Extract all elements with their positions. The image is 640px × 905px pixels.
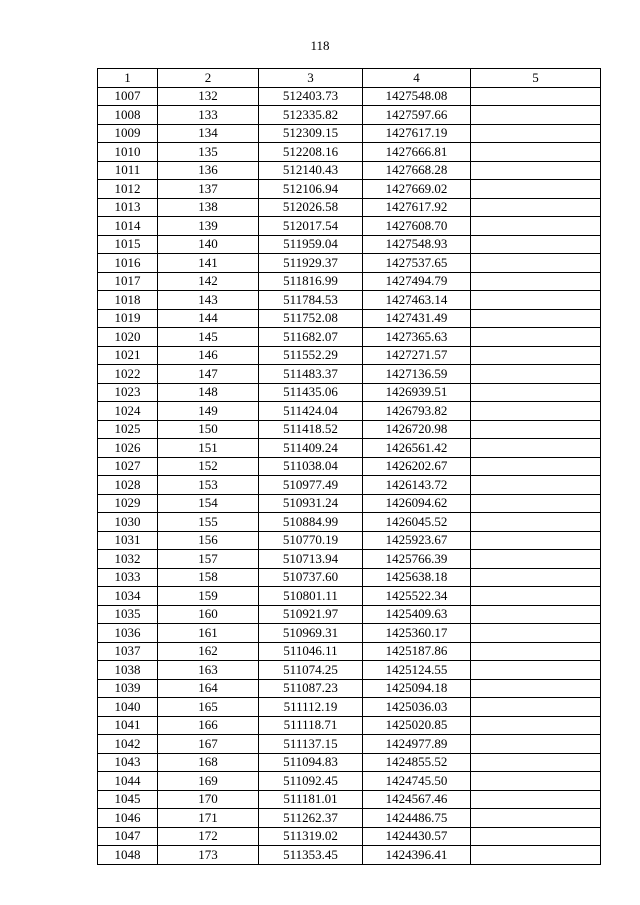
x-coordinate-cell: 510737.60 — [259, 568, 363, 587]
index-cell: 171 — [158, 809, 259, 828]
index-cell: 160 — [158, 605, 259, 624]
x-coordinate-cell: 511137.15 — [259, 735, 363, 754]
x-coordinate-cell: 512140.43 — [259, 161, 363, 180]
y-coordinate-cell: 1425036.03 — [363, 698, 471, 717]
note-cell — [471, 827, 601, 846]
note-cell — [471, 550, 601, 569]
y-coordinate-cell: 1425124.55 — [363, 661, 471, 680]
point-number-cell: 1021 — [98, 346, 158, 365]
point-number-cell: 1013 — [98, 198, 158, 217]
column-header: 3 — [259, 69, 363, 88]
column-header: 2 — [158, 69, 259, 88]
note-cell — [471, 291, 601, 310]
index-cell: 139 — [158, 217, 259, 236]
y-coordinate-cell: 1425094.18 — [363, 679, 471, 698]
note-cell — [471, 106, 601, 125]
index-cell: 132 — [158, 87, 259, 106]
index-cell: 170 — [158, 790, 259, 809]
table-row — [98, 827, 601, 846]
table-row — [98, 735, 601, 754]
y-coordinate-cell: 1427617.92 — [363, 198, 471, 217]
x-coordinate-cell: 511424.04 — [259, 402, 363, 421]
note-cell — [471, 809, 601, 828]
x-coordinate-cell: 511552.29 — [259, 346, 363, 365]
point-number-cell: 1035 — [98, 605, 158, 624]
index-cell: 166 — [158, 716, 259, 735]
y-coordinate-cell: 1424855.52 — [363, 753, 471, 772]
y-coordinate-cell: 1427431.49 — [363, 309, 471, 328]
table-row — [98, 698, 601, 717]
y-coordinate-cell: 1425360.17 — [363, 624, 471, 643]
y-coordinate-cell: 1425923.67 — [363, 531, 471, 550]
table-row — [98, 716, 601, 735]
x-coordinate-cell: 511046.11 — [259, 642, 363, 661]
table-header-row — [98, 69, 601, 88]
point-number-cell: 1010 — [98, 143, 158, 162]
table-row — [98, 809, 601, 828]
x-coordinate-cell: 511038.04 — [259, 457, 363, 476]
table-row — [98, 420, 601, 439]
table-row — [98, 365, 601, 384]
point-number-cell: 1007 — [98, 87, 158, 106]
x-coordinate-cell: 512403.73 — [259, 87, 363, 106]
y-coordinate-cell: 1424430.57 — [363, 827, 471, 846]
table-row — [98, 254, 601, 273]
table-row — [98, 550, 601, 569]
point-number-cell: 1031 — [98, 531, 158, 550]
y-coordinate-cell: 1426094.62 — [363, 494, 471, 513]
note-cell — [471, 476, 601, 495]
table-row — [98, 87, 601, 106]
note-cell — [471, 383, 601, 402]
index-cell: 153 — [158, 476, 259, 495]
table-row — [98, 161, 601, 180]
note-cell — [471, 716, 601, 735]
x-coordinate-cell: 512309.15 — [259, 124, 363, 143]
table-body — [98, 87, 601, 864]
table-row — [98, 383, 601, 402]
index-cell: 144 — [158, 309, 259, 328]
y-coordinate-cell: 1425638.18 — [363, 568, 471, 587]
y-coordinate-cell: 1424977.89 — [363, 735, 471, 754]
table-row — [98, 846, 601, 865]
y-coordinate-cell: 1427537.65 — [363, 254, 471, 273]
point-number-cell: 1038 — [98, 661, 158, 680]
y-coordinate-cell: 1427669.02 — [363, 180, 471, 199]
index-cell: 147 — [158, 365, 259, 384]
page-number: 118 — [310, 38, 330, 53]
table-row — [98, 531, 601, 550]
note-cell — [471, 790, 601, 809]
point-number-cell: 1026 — [98, 439, 158, 458]
point-number-cell: 1023 — [98, 383, 158, 402]
table-row — [98, 439, 601, 458]
index-cell: 167 — [158, 735, 259, 754]
table-row — [98, 235, 601, 254]
note-cell — [471, 735, 601, 754]
index-cell: 142 — [158, 272, 259, 291]
x-coordinate-cell: 511929.37 — [259, 254, 363, 273]
x-coordinate-cell: 510931.24 — [259, 494, 363, 513]
table-row — [98, 309, 601, 328]
table-row — [98, 679, 601, 698]
y-coordinate-cell: 1427494.79 — [363, 272, 471, 291]
y-coordinate-cell: 1426939.51 — [363, 383, 471, 402]
point-number-cell: 1019 — [98, 309, 158, 328]
index-cell: 133 — [158, 106, 259, 125]
index-cell: 152 — [158, 457, 259, 476]
x-coordinate-cell: 511959.04 — [259, 235, 363, 254]
note-cell — [471, 180, 601, 199]
note-cell — [471, 254, 601, 273]
x-coordinate-cell: 510969.31 — [259, 624, 363, 643]
x-coordinate-cell: 511181.01 — [259, 790, 363, 809]
index-cell: 137 — [158, 180, 259, 199]
table-row — [98, 605, 601, 624]
note-cell — [471, 346, 601, 365]
y-coordinate-cell: 1426143.72 — [363, 476, 471, 495]
y-coordinate-cell: 1425766.39 — [363, 550, 471, 569]
x-coordinate-cell: 511435.06 — [259, 383, 363, 402]
index-cell: 141 — [158, 254, 259, 273]
table-row — [98, 790, 601, 809]
note-cell — [471, 494, 601, 513]
note-cell — [471, 531, 601, 550]
note-cell — [471, 235, 601, 254]
point-number-cell: 1048 — [98, 846, 158, 865]
note-cell — [471, 124, 601, 143]
point-number-cell: 1027 — [98, 457, 158, 476]
table-row — [98, 513, 601, 532]
note-cell — [471, 309, 601, 328]
x-coordinate-cell: 511816.99 — [259, 272, 363, 291]
point-number-cell: 1036 — [98, 624, 158, 643]
note-cell — [471, 143, 601, 162]
note-cell — [471, 605, 601, 624]
table-row — [98, 624, 601, 643]
x-coordinate-cell: 511112.19 — [259, 698, 363, 717]
point-number-cell: 1044 — [98, 772, 158, 791]
x-coordinate-cell: 511074.25 — [259, 661, 363, 680]
note-cell — [471, 846, 601, 865]
table-row — [98, 753, 601, 772]
x-coordinate-cell: 511087.23 — [259, 679, 363, 698]
table-row — [98, 198, 601, 217]
table-row — [98, 568, 601, 587]
index-cell: 155 — [158, 513, 259, 532]
table-row — [98, 457, 601, 476]
table-row — [98, 328, 601, 347]
column-header: 1 — [98, 69, 158, 88]
table-row — [98, 661, 601, 680]
note-cell — [471, 272, 601, 291]
y-coordinate-cell: 1427668.28 — [363, 161, 471, 180]
x-coordinate-cell: 511118.71 — [259, 716, 363, 735]
point-number-cell: 1042 — [98, 735, 158, 754]
point-number-cell: 1033 — [98, 568, 158, 587]
table-row — [98, 402, 601, 421]
note-cell — [471, 439, 601, 458]
y-coordinate-cell: 1425187.86 — [363, 642, 471, 661]
x-coordinate-cell: 512026.58 — [259, 198, 363, 217]
y-coordinate-cell: 1427548.08 — [363, 87, 471, 106]
x-coordinate-cell: 512208.16 — [259, 143, 363, 162]
y-coordinate-cell: 1425409.63 — [363, 605, 471, 624]
y-coordinate-cell: 1426202.67 — [363, 457, 471, 476]
column-header: 4 — [363, 69, 471, 88]
y-coordinate-cell: 1426720.98 — [363, 420, 471, 439]
note-cell — [471, 698, 601, 717]
index-cell: 165 — [158, 698, 259, 717]
x-coordinate-cell: 512017.54 — [259, 217, 363, 236]
index-cell: 163 — [158, 661, 259, 680]
note-cell — [471, 772, 601, 791]
point-number-cell: 1046 — [98, 809, 158, 828]
x-coordinate-cell: 510921.97 — [259, 605, 363, 624]
y-coordinate-cell: 1427666.81 — [363, 143, 471, 162]
index-cell: 134 — [158, 124, 259, 143]
x-coordinate-cell: 511682.07 — [259, 328, 363, 347]
y-coordinate-cell: 1427597.66 — [363, 106, 471, 125]
point-number-cell: 1024 — [98, 402, 158, 421]
table-row — [98, 642, 601, 661]
note-cell — [471, 365, 601, 384]
note-cell — [471, 198, 601, 217]
y-coordinate-cell: 1424486.75 — [363, 809, 471, 828]
index-cell: 157 — [158, 550, 259, 569]
y-coordinate-cell: 1427608.70 — [363, 217, 471, 236]
point-number-cell: 1034 — [98, 587, 158, 606]
x-coordinate-cell: 511409.24 — [259, 439, 363, 458]
x-coordinate-cell: 510884.99 — [259, 513, 363, 532]
index-cell: 136 — [158, 161, 259, 180]
point-number-cell: 1041 — [98, 716, 158, 735]
index-cell: 149 — [158, 402, 259, 421]
x-coordinate-cell: 510801.11 — [259, 587, 363, 606]
y-coordinate-cell: 1425020.85 — [363, 716, 471, 735]
note-cell — [471, 679, 601, 698]
note-cell — [471, 328, 601, 347]
x-coordinate-cell: 511752.08 — [259, 309, 363, 328]
x-coordinate-cell: 512335.82 — [259, 106, 363, 125]
point-number-cell: 1012 — [98, 180, 158, 199]
x-coordinate-cell: 512106.94 — [259, 180, 363, 199]
index-cell: 168 — [158, 753, 259, 772]
point-number-cell: 1045 — [98, 790, 158, 809]
point-number-cell: 1008 — [98, 106, 158, 125]
index-cell: 146 — [158, 346, 259, 365]
table-row — [98, 587, 601, 606]
note-cell — [471, 587, 601, 606]
y-coordinate-cell: 1426793.82 — [363, 402, 471, 421]
x-coordinate-cell: 510977.49 — [259, 476, 363, 495]
point-number-cell: 1014 — [98, 217, 158, 236]
x-coordinate-cell: 510770.19 — [259, 531, 363, 550]
table-row — [98, 106, 601, 125]
y-coordinate-cell: 1427463.14 — [363, 291, 471, 310]
index-cell: 169 — [158, 772, 259, 791]
index-cell: 154 — [158, 494, 259, 513]
y-coordinate-cell: 1426045.52 — [363, 513, 471, 532]
point-number-cell: 1039 — [98, 679, 158, 698]
point-number-cell: 1030 — [98, 513, 158, 532]
note-cell — [471, 753, 601, 772]
table-row — [98, 217, 601, 236]
point-number-cell: 1032 — [98, 550, 158, 569]
x-coordinate-cell: 511319.02 — [259, 827, 363, 846]
table-row — [98, 124, 601, 143]
index-cell: 143 — [158, 291, 259, 310]
index-cell: 173 — [158, 846, 259, 865]
index-cell: 172 — [158, 827, 259, 846]
point-number-cell: 1015 — [98, 235, 158, 254]
table-row — [98, 143, 601, 162]
point-number-cell: 1020 — [98, 328, 158, 347]
y-coordinate-cell: 1425522.34 — [363, 587, 471, 606]
x-coordinate-cell: 511784.53 — [259, 291, 363, 310]
index-cell: 148 — [158, 383, 259, 402]
table-row — [98, 476, 601, 495]
note-cell — [471, 161, 601, 180]
table-row — [98, 494, 601, 513]
point-number-cell: 1029 — [98, 494, 158, 513]
index-cell: 158 — [158, 568, 259, 587]
note-cell — [471, 513, 601, 532]
index-cell: 151 — [158, 439, 259, 458]
table-row — [98, 772, 601, 791]
point-number-cell: 1028 — [98, 476, 158, 495]
table-row — [98, 346, 601, 365]
note-cell — [471, 457, 601, 476]
y-coordinate-cell: 1427548.93 — [363, 235, 471, 254]
x-coordinate-cell: 511483.37 — [259, 365, 363, 384]
point-number-cell: 1022 — [98, 365, 158, 384]
point-number-cell: 1043 — [98, 753, 158, 772]
index-cell: 156 — [158, 531, 259, 550]
note-cell — [471, 402, 601, 421]
index-cell: 159 — [158, 587, 259, 606]
index-cell: 138 — [158, 198, 259, 217]
point-number-cell: 1037 — [98, 642, 158, 661]
y-coordinate-cell: 1427271.57 — [363, 346, 471, 365]
y-coordinate-cell: 1426561.42 — [363, 439, 471, 458]
table-row — [98, 291, 601, 310]
y-coordinate-cell: 1427617.19 — [363, 124, 471, 143]
table-row — [98, 180, 601, 199]
x-coordinate-cell: 511262.37 — [259, 809, 363, 828]
point-number-cell: 1018 — [98, 291, 158, 310]
y-coordinate-cell: 1427136.59 — [363, 365, 471, 384]
point-number-cell: 1047 — [98, 827, 158, 846]
index-cell: 164 — [158, 679, 259, 698]
note-cell — [471, 217, 601, 236]
note-cell — [471, 661, 601, 680]
index-cell: 161 — [158, 624, 259, 643]
x-coordinate-cell: 511418.52 — [259, 420, 363, 439]
note-cell — [471, 642, 601, 661]
point-number-cell: 1017 — [98, 272, 158, 291]
column-header: 5 — [471, 69, 601, 88]
x-coordinate-cell: 511353.45 — [259, 846, 363, 865]
index-cell: 145 — [158, 328, 259, 347]
note-cell — [471, 568, 601, 587]
index-cell: 162 — [158, 642, 259, 661]
x-coordinate-cell: 510713.94 — [259, 550, 363, 569]
index-cell: 150 — [158, 420, 259, 439]
table-row — [98, 272, 601, 291]
y-coordinate-cell: 1424396.41 — [363, 846, 471, 865]
point-number-cell: 1011 — [98, 161, 158, 180]
note-cell — [471, 420, 601, 439]
y-coordinate-cell: 1424745.50 — [363, 772, 471, 791]
y-coordinate-cell: 1424567.46 — [363, 790, 471, 809]
index-cell: 140 — [158, 235, 259, 254]
coordinates-table — [97, 68, 601, 865]
point-number-cell: 1009 — [98, 124, 158, 143]
point-number-cell: 1040 — [98, 698, 158, 717]
index-cell: 135 — [158, 143, 259, 162]
note-cell — [471, 624, 601, 643]
y-coordinate-cell: 1427365.63 — [363, 328, 471, 347]
point-number-cell: 1025 — [98, 420, 158, 439]
x-coordinate-cell: 511092.45 — [259, 772, 363, 791]
point-number-cell: 1016 — [98, 254, 158, 273]
note-cell — [471, 87, 601, 106]
x-coordinate-cell: 511094.83 — [259, 753, 363, 772]
